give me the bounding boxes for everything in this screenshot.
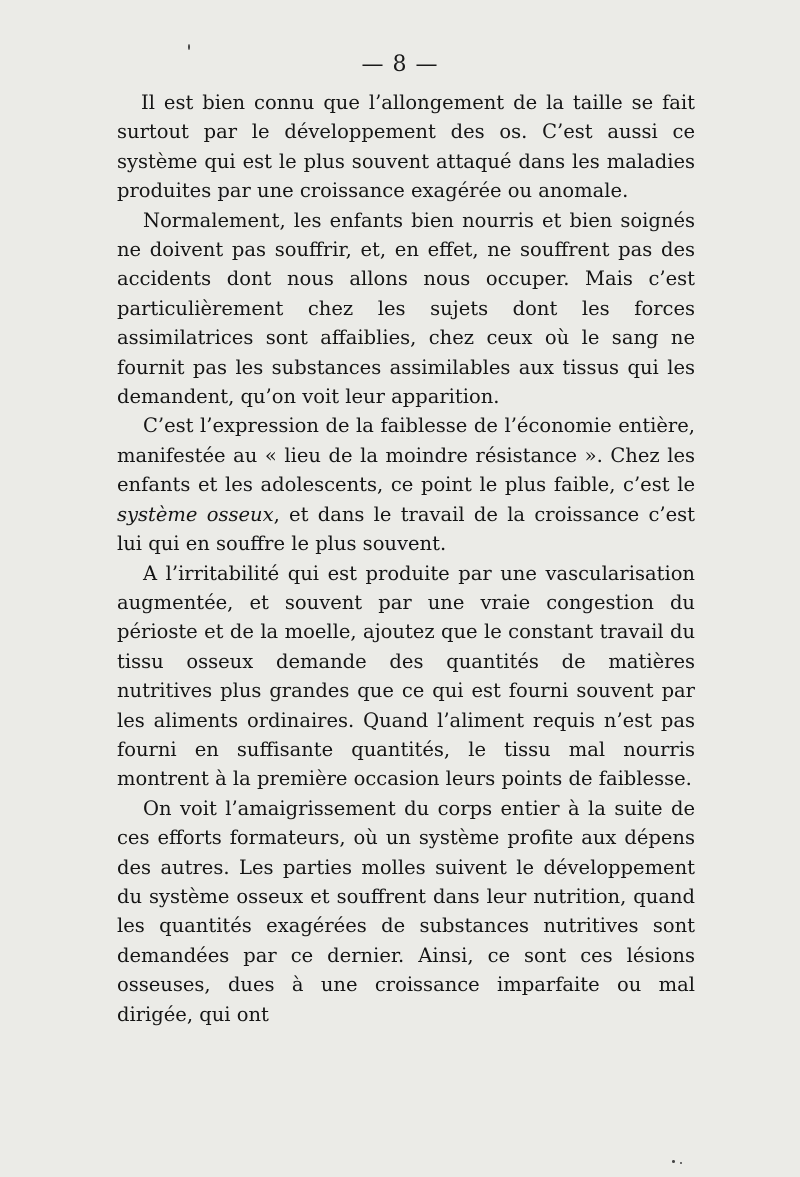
body-text xyxy=(117,88,695,1029)
ink-speck xyxy=(680,1162,682,1164)
page-number: — 8 — xyxy=(361,52,439,77)
paragraph-5: On voit l’amaigrissement du corps entier à la suite de ces efforts formateurs, où un système profite aux dépens des autres. Les parties molles suivent le développement du système osseux et souffrent dans leur nutrition, quand les quantités exagérées de substances nutritives sont demandées par ce dernier. Ainsi, ce sont ces lésions osseuses, dues à une croissance imparfaite ou mal dirigée, qui ont xyxy=(117,796,695,1026)
paragraph-3-before: C’est l’expression de la faiblesse de l’économie entière, manifestée au « lieu de la moindre résistance ». Chez les enfants et les adolescents, ce point le plus faible, c’est le xyxy=(117,414,695,497)
paragraph-3-emphasis: système osseux xyxy=(117,502,274,526)
ink-speck xyxy=(672,1160,675,1163)
paragraph-2: Normalement, les enfants bien nourris et bien soignés ne doivent pas souffrir, et, en effet, ne souffrent pas des accidents dont nous allons nous occuper. Mais c’est particulièrement chez les sujets dont les forces assimilatrices sont affaiblies, chez ceux où le sang ne fournit pas les substances assimilables aux tissus qui les demandent, qu’on voit leur apparition. xyxy=(117,208,695,409)
paragraph-3-after: , et dans le travail de la croissance c’est lui qui en souffre le plus souvent. xyxy=(117,502,695,556)
paragraph-1: Il est bien connu que l’allongement de la taille se fait surtout par le développement des os. C’est aussi ce système qui est le plus souvent attaqué dans les maladies produites par une croissance exagérée ou anomale. xyxy=(117,91,695,203)
paragraph-3 xyxy=(117,411,695,558)
ink-speck xyxy=(188,44,190,50)
paragraph-4: A l’irritabilité qui est produite par une vascularisation augmentée, et souvent par une vraie congestion du périoste et de la moelle, ajoutez que le constant travail du tissu osseux demande des quantités de matières nutritives plus grandes que ce qui est fourni souvent par les aliments ordinaires. Quand l’aliment requis n’est pas fourni en suffisante quantités, le tissu mal nourris montrent à la première occasion leurs points de faiblesse. xyxy=(117,561,695,791)
